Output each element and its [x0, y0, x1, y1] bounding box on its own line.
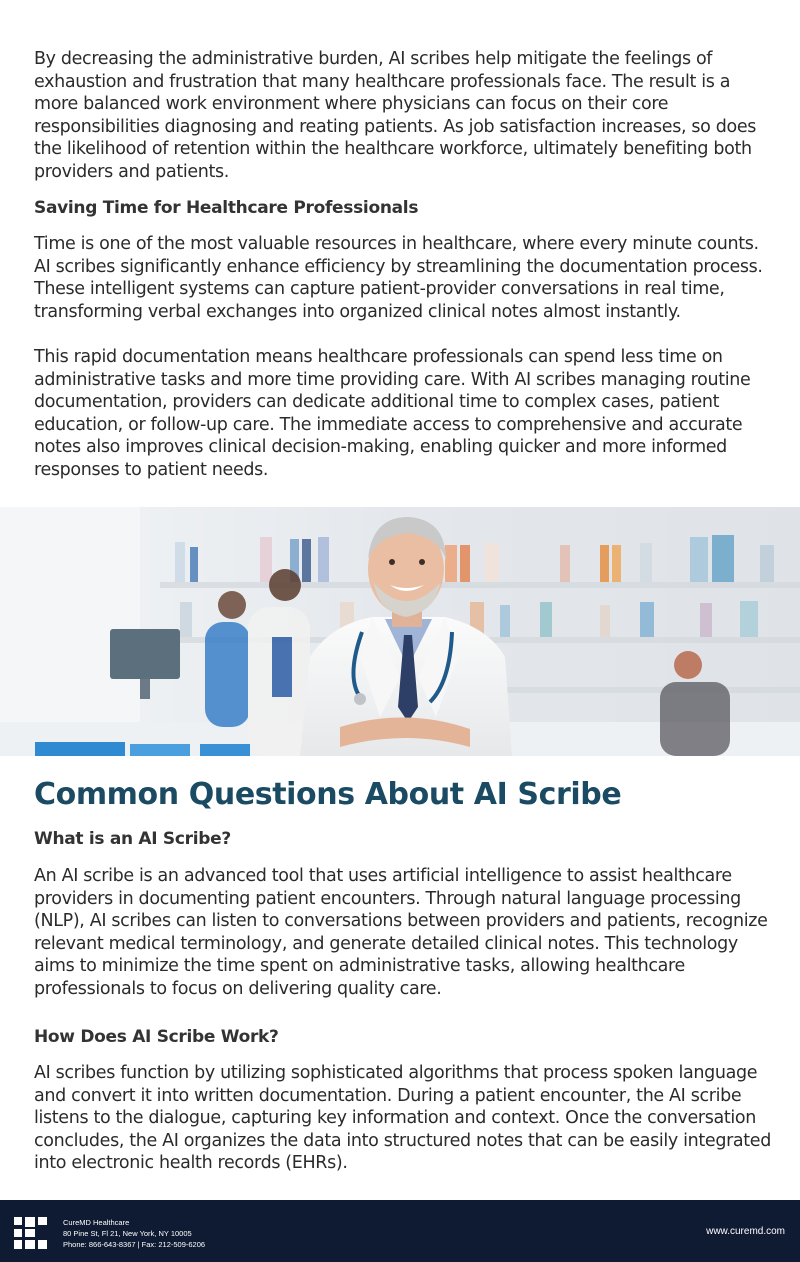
page-footer — [0, 1200, 800, 1262]
saving-time-section — [34, 198, 774, 218]
saving-time-paragraph-2: This rapid documentation means healthcare professionals can spend less time on administrative tasks and more time providing care. With AI scribes managing routine documentation, providers can dedicate additional time to complex cases, patient education, or follow-up care. The immediate access to comprehensive and accurate notes also improves clinical decision-making, enabling quicker and more informed responses to patient needs. — [34, 347, 751, 480]
doctor-photo — [0, 507, 800, 756]
curemd-logo-icon — [14, 1217, 47, 1249]
intro-paragraph: By decreasing the administrative burden, AI scribes help mitigate the feelings of exhaustion and frustration that many healthcare professionals face. The result is a more balanced work environment where physicians can focus on their core responsibilities diagnosing and reating patients. As job satisfaction increases, so does the likelihood of retention within the healthcare workforce, ultimately benefiting both providers and patients. — [34, 49, 757, 182]
saving-time-heading: Saving Time for Healthcare Professionals — [34, 198, 419, 218]
faq-q1-answer: An AI scribe is an advanced tool that uses artificial intelligence to assist healthcare providers in documenting patient encounters. Through natural language processing (NLP), AI scribes can listen to conversations between providers and patients, recognize relevant medical terminology, and generate detailed clinical notes. This technology aims to minimize the time spent on administrative tasks, allowing healthcare professionals to focus on delivering quality care. — [34, 866, 768, 999]
faq-q2 — [34, 1027, 774, 1047]
footer-address: 80 Pine St, Fl 21, New York, NY 10005 — [63, 1229, 192, 1238]
faq-title: Common Questions About AI Scribe — [34, 777, 622, 812]
footer-company: CureMD Healthcare — [63, 1218, 130, 1227]
faq-q2-question: How Does AI Scribe Work? — [34, 1027, 279, 1047]
footer-phone: Phone: 866-643-8367 | Fax: 212-509-6206 — [63, 1240, 206, 1249]
faq-a1 — [34, 865, 774, 1001]
faq-q2-answer: AI scribes function by utilizing sophisticated algorithms that process spoken language and convert it into written documentation. During a patient encounter, the AI scribe listens to the dialogue, capturing key information and context. Once the conversation concludes, the AI organizes the data into structured notes that can be easily integrated into electronic health records (EHRs). — [34, 1063, 771, 1174]
intro-section — [34, 48, 774, 184]
footer-website-link[interactable]: www.curemd.com — [706, 1226, 785, 1237]
footer-contact-info — [63, 1217, 205, 1250]
faq-q1 — [34, 829, 774, 849]
saving-time-body-2 — [34, 346, 774, 482]
faq-section — [34, 777, 774, 812]
faq-q1-question: What is an AI Scribe? — [34, 829, 231, 849]
saving-time-body-1 — [34, 233, 774, 323]
faq-a2 — [34, 1062, 774, 1175]
saving-time-paragraph-1: Time is one of the most valuable resources in healthcare, where every minute counts. AI scribes significantly enhance efficiency by streamlining the documentation process. These intelligent systems can capture patient-provider conversations in real time, transforming verbal exchanges into organized clinical notes almost instantly. — [34, 234, 763, 322]
